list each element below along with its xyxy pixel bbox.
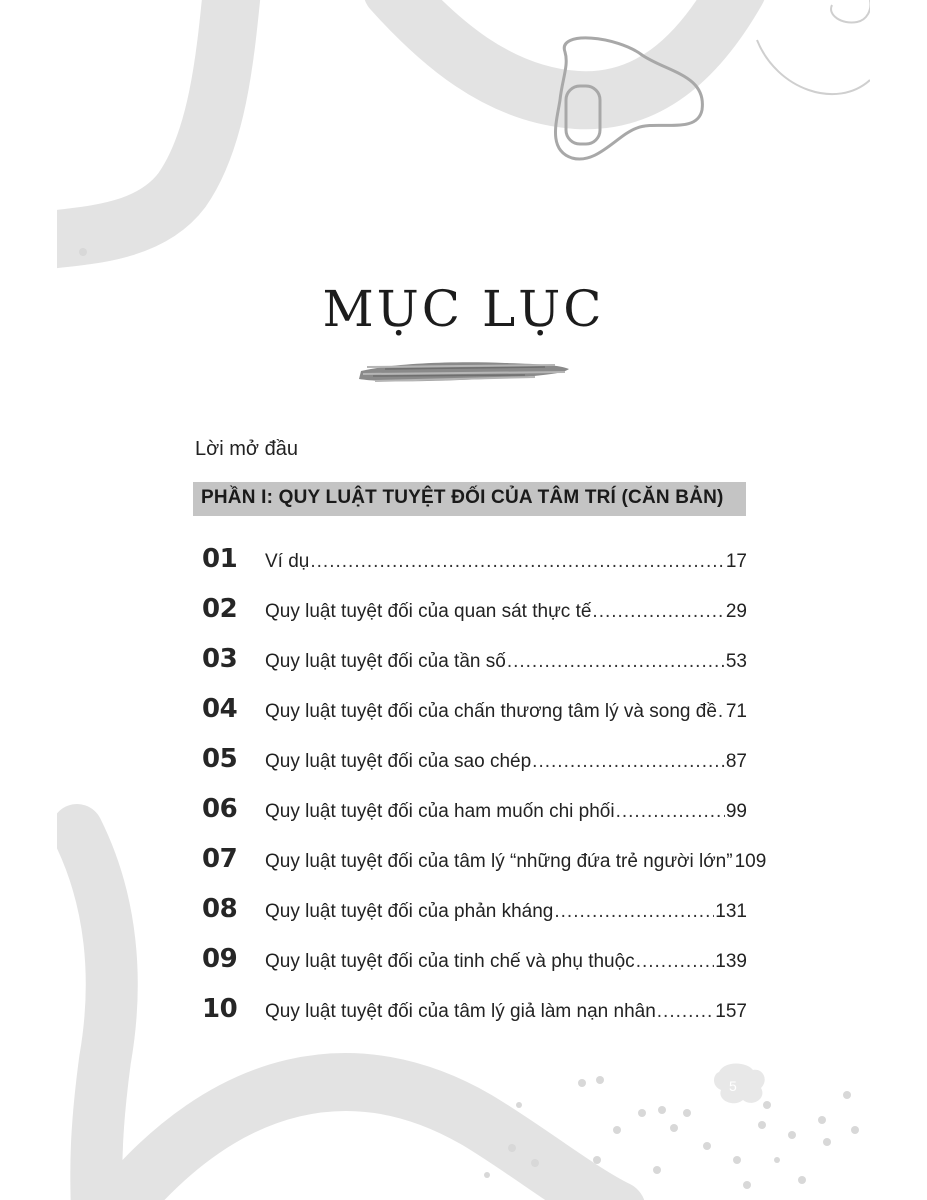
table-of-contents — [202, 543, 767, 1043]
toc-entry — [265, 751, 747, 773]
page-ref: 109 — [734, 851, 767, 872]
chapter-title: Quy luật tuyệt đối của ham muốn chi phối — [265, 801, 615, 822]
dot-leader — [554, 901, 714, 923]
dot-leader — [718, 701, 725, 723]
page-number: 5 — [729, 1078, 737, 1094]
chapter-title: Quy luật tuyệt đối của tâm lý “những đứa trẻ người lớn” — [265, 851, 733, 872]
chapter-title: Ví dụ — [265, 551, 310, 572]
title-underline-brush — [355, 355, 575, 389]
chapter-number: 07 — [202, 844, 238, 874]
toc-row — [202, 893, 747, 943]
page-ref: 53 — [725, 651, 747, 672]
toc-row — [202, 693, 747, 743]
toc-entry — [265, 901, 747, 923]
chapter-number: 06 — [202, 794, 238, 824]
toc-entry — [265, 1001, 747, 1023]
chapter-number: 03 — [202, 644, 238, 674]
toc-row — [202, 793, 747, 843]
toc-entry — [265, 801, 747, 823]
chapter-title: Quy luật tuyệt đối của sao chép — [265, 751, 532, 772]
toc-row — [202, 593, 747, 643]
toc-row — [202, 743, 747, 793]
dot-leader — [592, 601, 724, 623]
page-ref: 71 — [725, 701, 747, 722]
chapter-number: 08 — [202, 894, 238, 924]
page-title: MỤC LỤC — [322, 280, 605, 338]
page-ref: 131 — [715, 901, 747, 922]
chapter-number: 09 — [202, 944, 238, 974]
part-header-label: PHẦN I: QUY LUẬT TUYỆT ĐỐI CỦA TÂM TRÍ (CĂN BẢN) — [201, 487, 724, 508]
chapter-number: 01 — [202, 544, 238, 574]
toc-entry — [265, 951, 747, 973]
page-ref: 17 — [725, 551, 747, 572]
chapter-title: Quy luật tuyệt đối của quan sát thực tế — [265, 601, 592, 622]
dot-leader — [636, 951, 715, 973]
page-ref: 157 — [715, 1001, 747, 1022]
toc-row — [202, 643, 747, 693]
toc-entry — [265, 601, 747, 623]
chapter-title: Quy luật tuyệt đối của chấn thương tâm lý và song đề — [265, 701, 717, 722]
chapter-title: Quy luật tuyệt đối của tinh chế và phụ thuộc — [265, 951, 635, 972]
dot-leader — [616, 801, 725, 823]
toc-entry — [265, 851, 767, 873]
page-ref: 29 — [725, 601, 747, 622]
page-ref: 139 — [715, 951, 747, 972]
toc-row — [202, 543, 747, 593]
toc-row — [202, 843, 767, 893]
chapter-title: Quy luật tuyệt đối của phản kháng — [265, 901, 554, 922]
chapter-title: Quy luật tuyệt đối của tâm lý giả làm nạn nhân — [265, 1001, 656, 1022]
dot-leader — [310, 551, 724, 573]
page-ref: 99 — [725, 801, 747, 822]
chapter-number: 04 — [202, 694, 238, 724]
toc-row — [202, 943, 747, 993]
dot-leader — [507, 651, 725, 673]
toc-entry — [265, 651, 747, 673]
chapter-number: 02 — [202, 594, 238, 624]
toc-entry — [265, 551, 747, 573]
part-header — [193, 482, 746, 516]
toc-entry — [265, 701, 747, 723]
intro-entry: Lời mở đầu — [195, 438, 298, 460]
dot-leader — [657, 1001, 715, 1023]
page-ref: 87 — [725, 751, 747, 772]
chapter-number: 10 — [202, 994, 238, 1024]
toc-row — [202, 993, 747, 1043]
book-page — [57, 0, 870, 1200]
dot-leader — [532, 751, 725, 773]
chapter-title: Quy luật tuyệt đối của tần số — [265, 651, 506, 672]
chapter-number: 05 — [202, 744, 238, 774]
